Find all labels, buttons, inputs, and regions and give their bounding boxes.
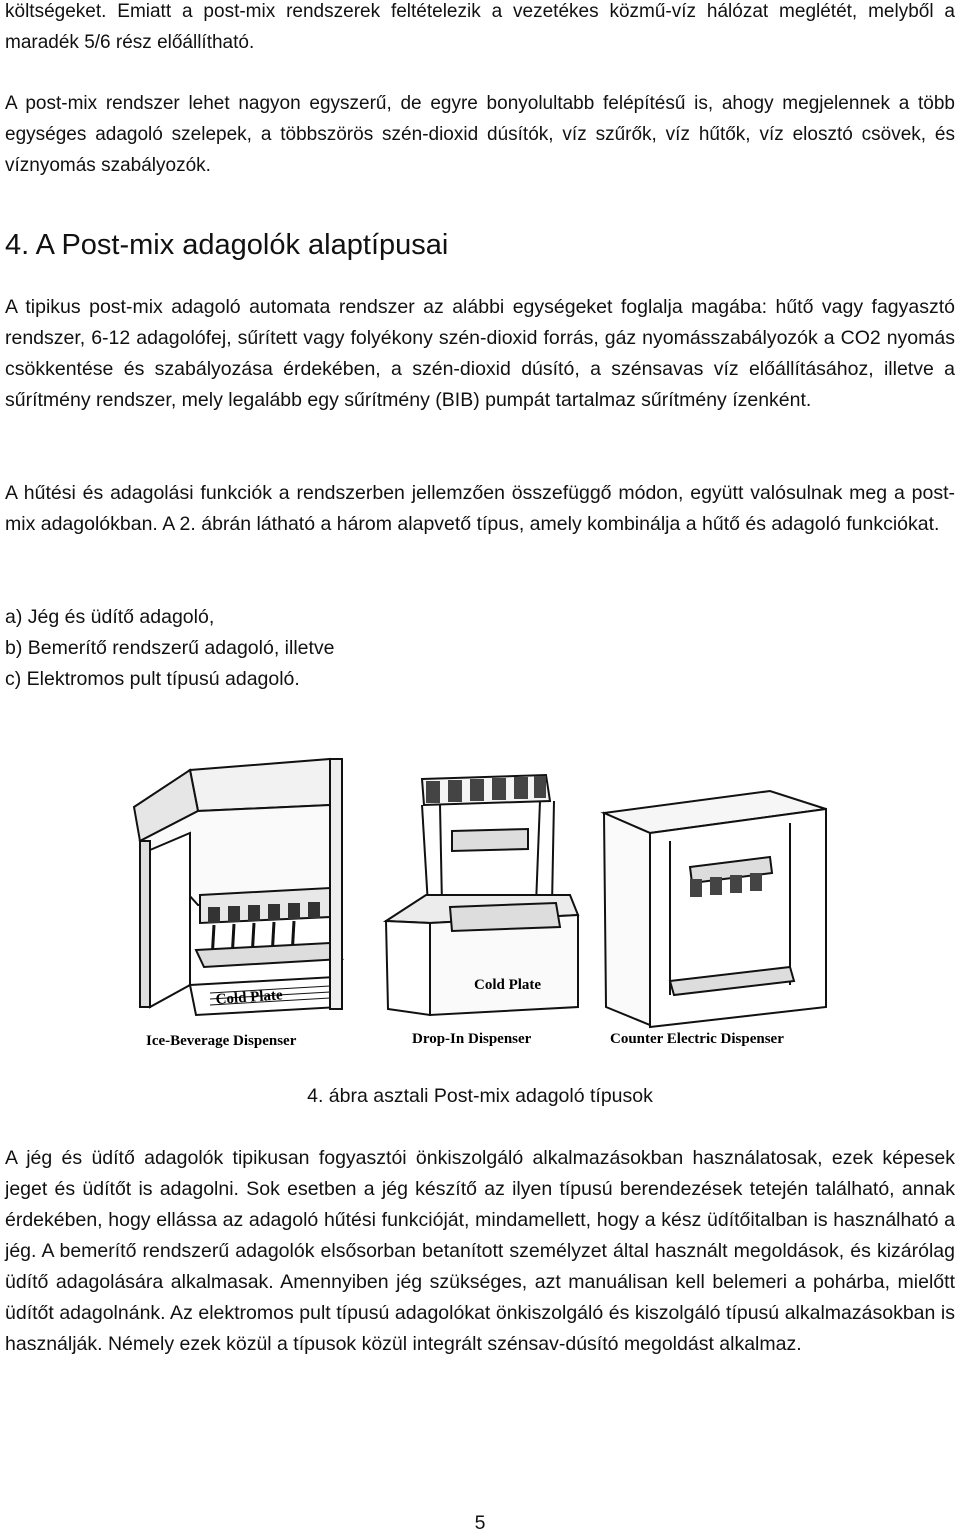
ice-beverage-dispenser-drawing — [134, 759, 342, 1015]
list-item: c) Elektromos pult típusú adagoló. — [5, 668, 300, 690]
drop-in-dispenser-label: Drop-In Dispenser — [412, 1031, 532, 1047]
list-item: b) Bemerítő rendszerű adagoló, illetve — [5, 637, 335, 659]
ice-beverage-dispenser-label: Ice-Beverage Dispenser — [146, 1033, 297, 1049]
dispenser-illustration — [130, 745, 840, 1055]
paragraph-components: A tipikus post-mix adagoló automata rendszer az alábbi egységeket foglalja magába: hűtő vagy fagyasztó rendszer, 6-12 adagolófej, sűrített vagy folyékony szén-dioxid forrás, gáz nyomásszabályozók a CO2 nyomás csökkentése és szabályozása érdekében, a szén-dioxid dúsító, a szénsavas víz előállításához, illetve a sűrítmény rendszer, mely legalább egy sűrítmény (BIB) pumpát tartalmaz sűrítmény ízenként. — [5, 296, 955, 411]
paragraph-dispenser-usage: A jég és üdítő adagolók tipikusan fogyasztói önkiszolgáló alkalmazásokban használatosak, ezek képesek jeget és üdítőt is adagolni. Sok esetben a jég készítő az ilyen típusú berendezések tetején található, annak érdekében, hogy ellássa az adagoló hűtési funkcióját, mindamellett, hogy a kész üdítőitalban is használható a jég. A bemerítő rendszerű adagolók elsősorban betanított személyzet által használt megoldások, és kizárólag üdítő adagolására alkalmasak. Amennyiben jég szükséges, azt manuálisan kell belemeri a pohárba, mielőtt üdítőt adagolnánk. Az elektromos pult típusú adagolókat önkiszolgáló és kiszolgáló típusú alkalmazásokban is használják. Némely ezek közül a típusok közül integrált szénsav-dúsító megoldást alkalmaz. — [5, 1147, 955, 1355]
section-heading: 4. A Post-mix adagolók alaptípusai — [5, 229, 449, 261]
counter-electric-dispenser-label: Counter Electric Dispenser — [610, 1031, 784, 1047]
cold-plate-label-b: Cold Plate — [474, 977, 542, 993]
paragraph-functions: A hűtési és adagolási funkciók a rendszerben jellemzően összefüggő módon, együtt valósulnak meg a post-mix adagolókban. A 2. ábrán látható a három alapvető típus, amely kombinálja a hűtő és adagoló funkciókat. — [5, 482, 955, 535]
list-item: a) Jég és üdítő adagoló, — [5, 606, 215, 628]
paragraph-postmix-complexity: A post-mix rendszer lehet nagyon egyszerű, de egyre bonyolultabb felépítésű is, ahogy megjelennek a több egységes adagoló szelepek, a többszörös szén-dioxid dúsítók, víz szűrők, víz hűtők, víz elosztó csövek, és víznyomás szabályozók. — [5, 93, 955, 176]
page-number: 5 — [474, 1512, 486, 1534]
paragraph-intro: költségeket. Emiatt a post-mix rendszerek feltételezik a vezetékes közmű-víz hálózat meglétét, melyből a maradék 5/6 rész előállítható. — [5, 1, 955, 53]
figure-caption: 4. ábra asztali Post-mix adagoló típusok — [307, 1085, 653, 1107]
cold-plate-label-a: Cold Plate — [215, 987, 284, 1008]
counter-electric-dispenser-drawing — [604, 791, 826, 1027]
dispenser-type-list — [5, 602, 335, 695]
